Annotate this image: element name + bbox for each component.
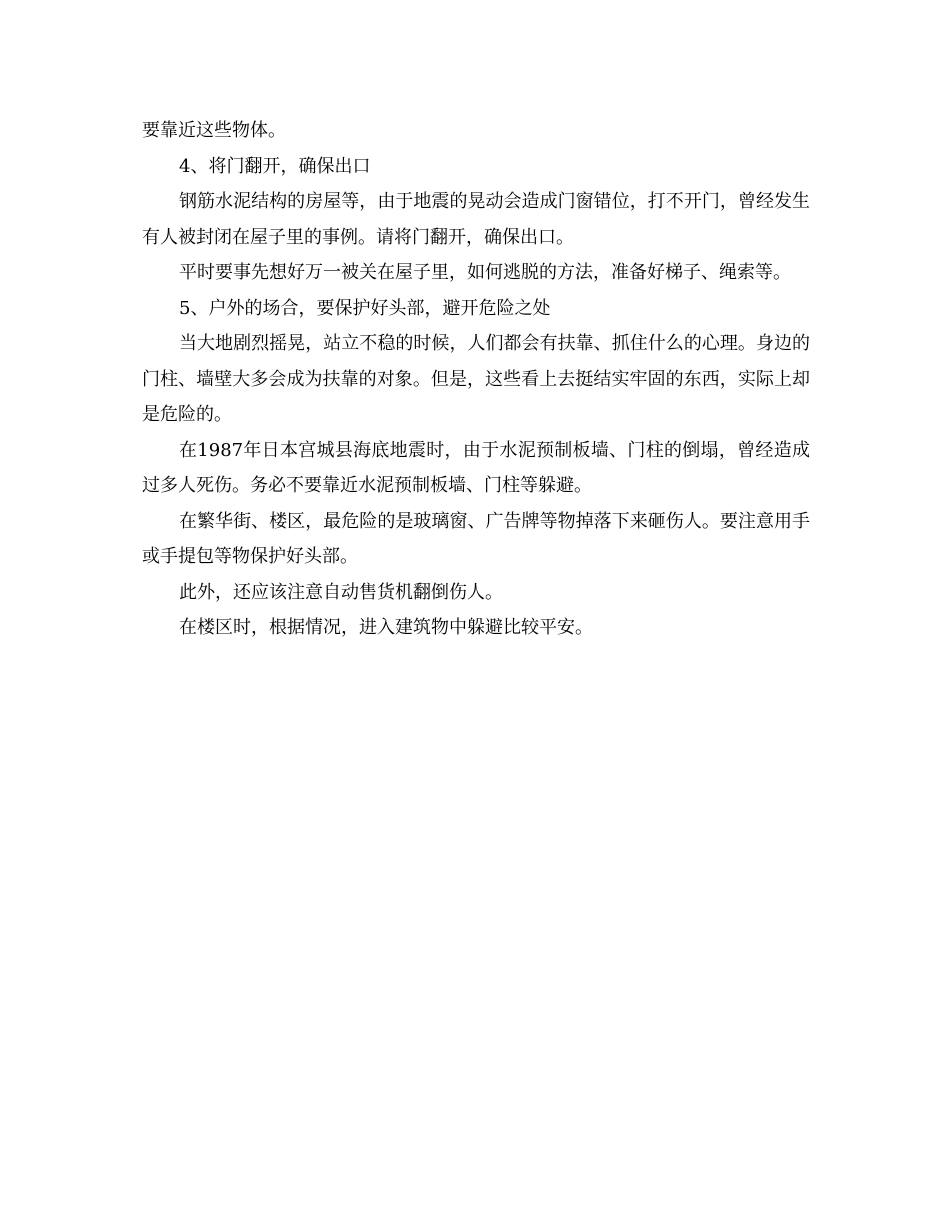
paragraph: 平时要事先想好万一被关在屋子里，如何逃脱的方法，准备好梯子、绳索等。 — [179, 262, 791, 283]
document-page — [142, 113, 810, 646]
paragraph: 此外，还应该注意自动售货机翻倒伤人。 — [179, 581, 503, 603]
paragraph: 当大地剧烈摇晃，站立不稳的时候，人们都会有扶靠、抓住什么的心理。身边的门柱、墙壁大多会成为扶靠的对象。但是，这些看上去挺结实牢固的东西，实际上却是危险的。 — [142, 333, 810, 425]
paragraph: 钢筋水泥结构的房屋等，由于地震的晃动会造成门窗错位，打不开门，曾经发生有人被封闭在屋子里的事例。请将门翻开，确保出口。 — [142, 191, 810, 248]
section-heading-4: 4、将门翻开，确保出口 — [179, 155, 371, 177]
paragraph: 在楼区时，根据情况，进入建筑物中躲避比较平安。 — [179, 617, 593, 638]
section-heading-5: 5、户外的场合，要保护好头部，避开危险之处 — [179, 297, 551, 319]
paragraph: 在1987年日本宫城县海底地震时，由于水泥预制板墙、门柱的倒塌，曾经造成过多人死伤。务必不要靠近水泥预制板墙、门柱等躲避。 — [142, 439, 810, 496]
paragraph: 在繁华街、楼区，最危险的是玻璃窗、广告牌等物掉落下来砸伤人。要注意用手或手提包等物保护好头部。 — [142, 510, 810, 567]
paragraph-continuation: 要靠近这些物体。 — [142, 120, 286, 141]
